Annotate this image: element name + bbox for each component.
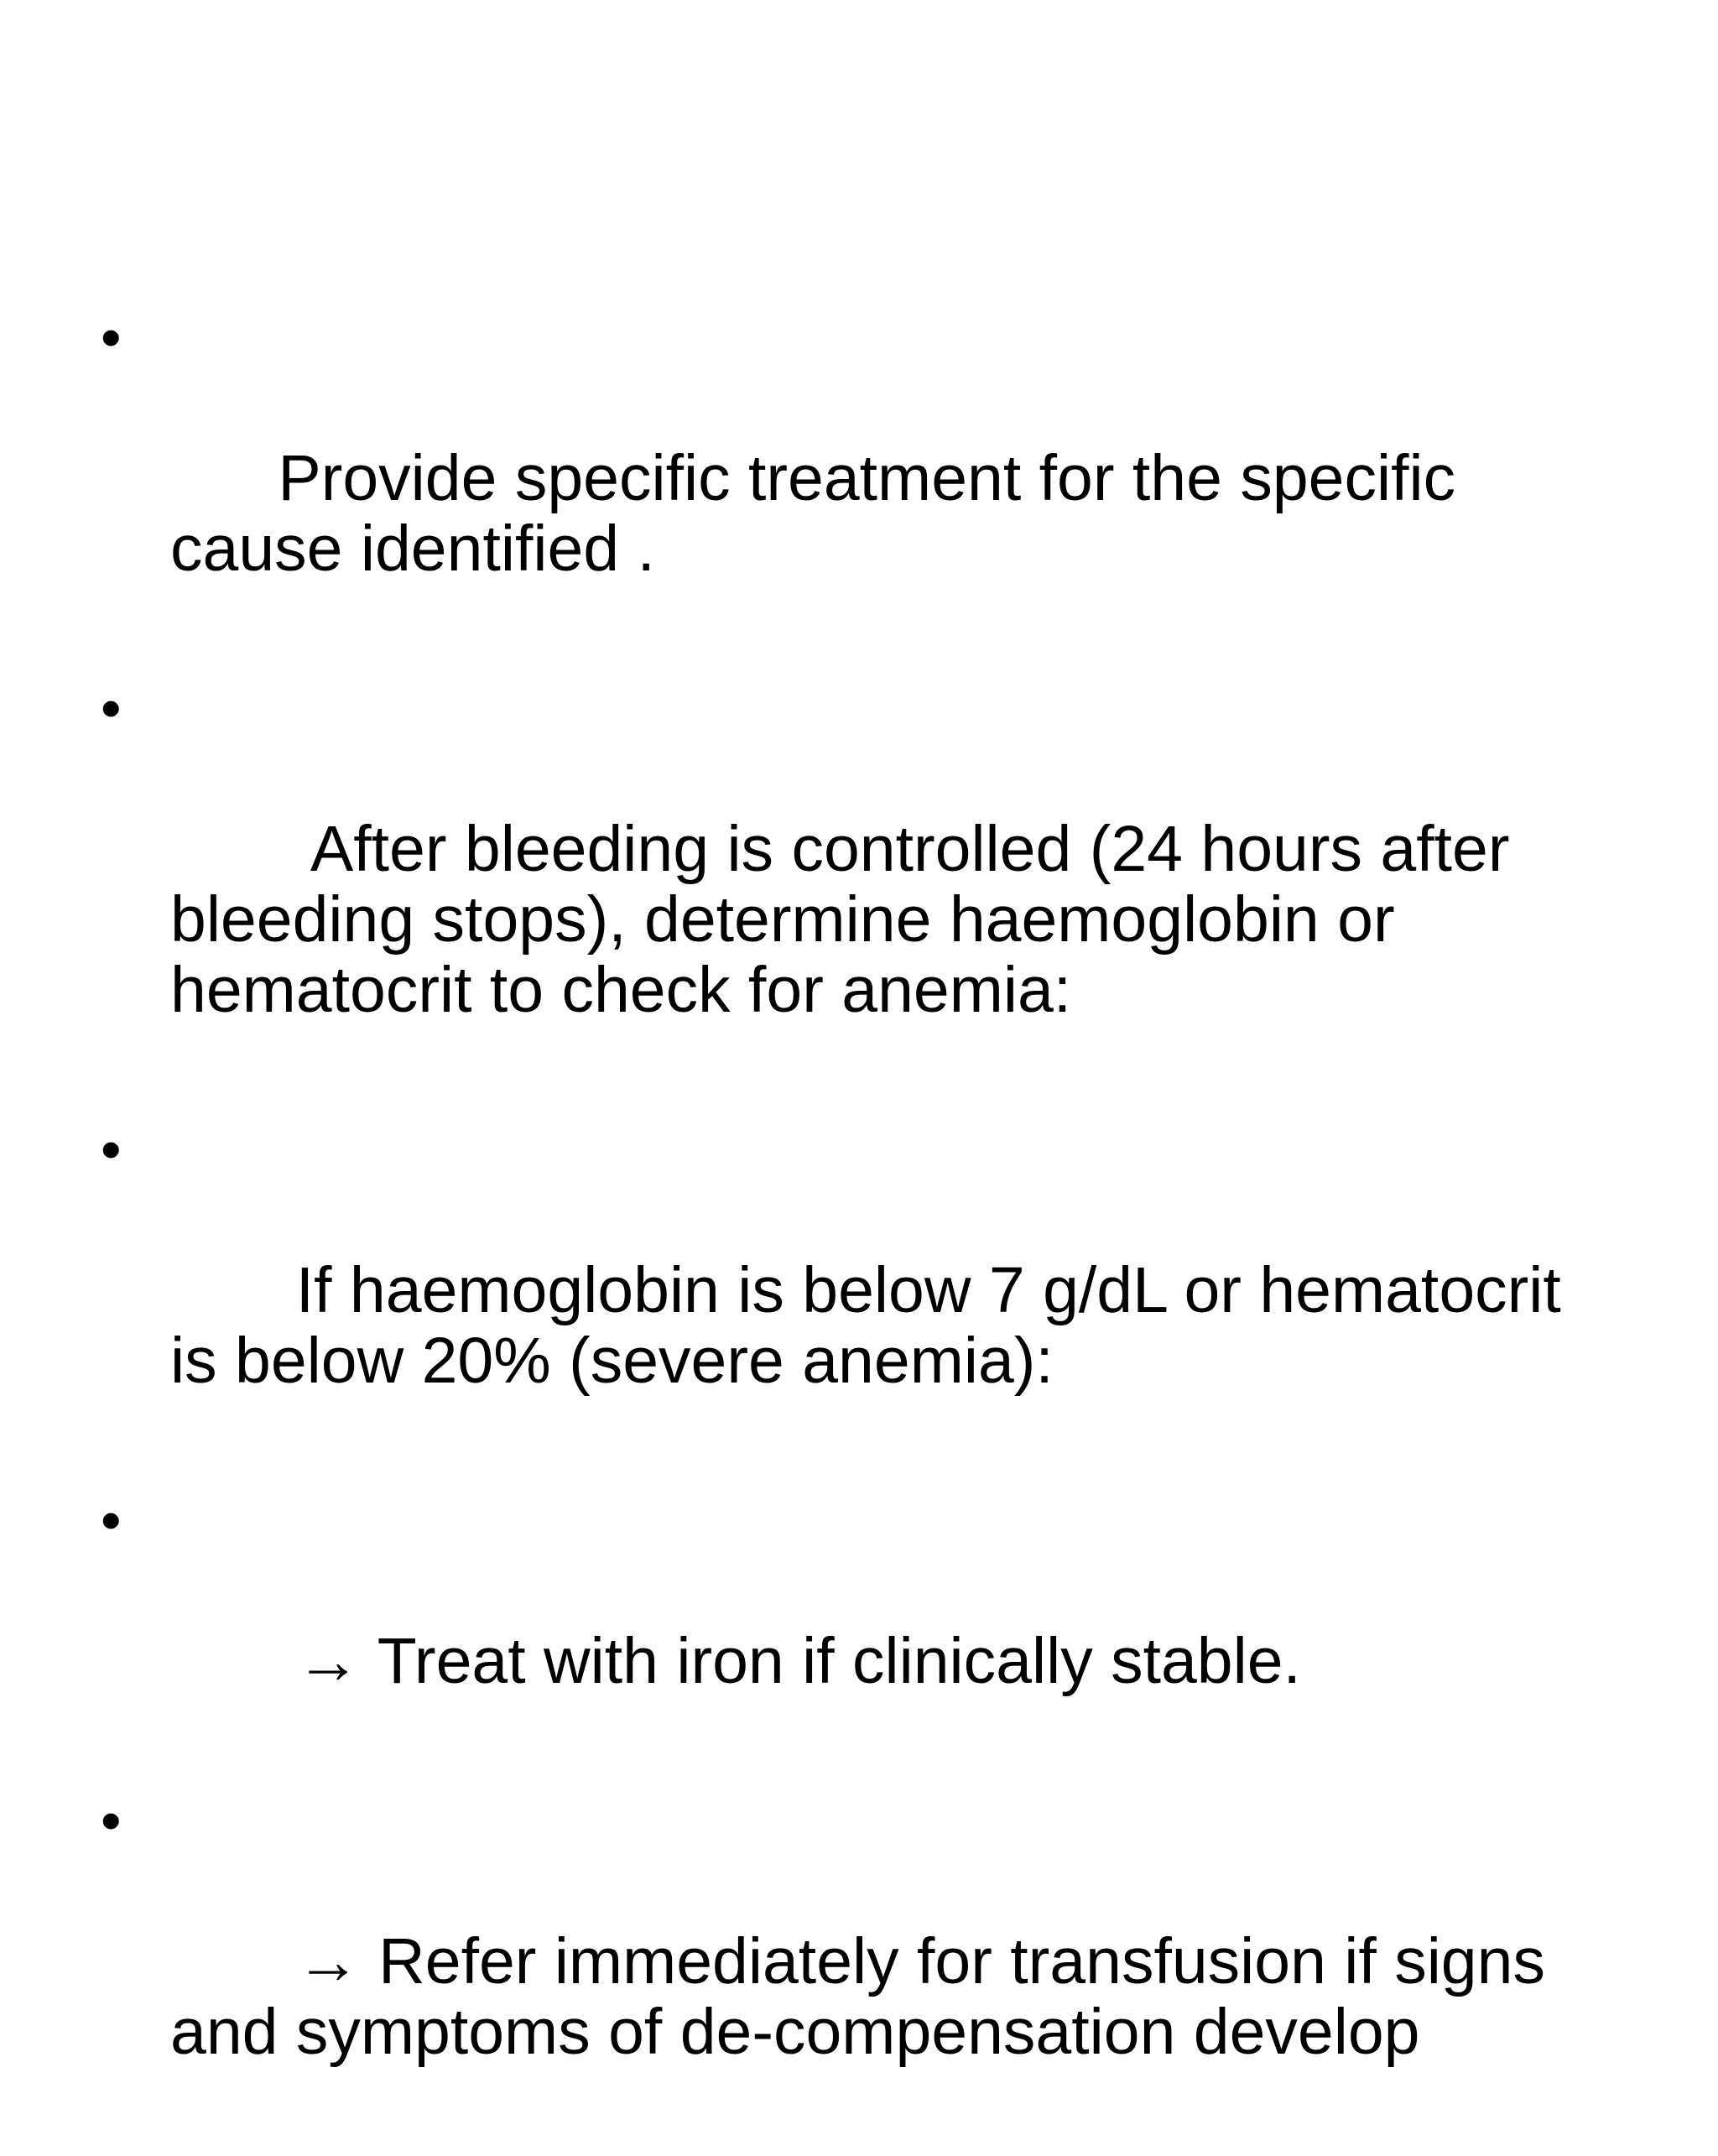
bullet-text: If haemoglobin is below 7 g/dL or hematocrit is below 20% (severe anemia):: [170, 1254, 1580, 1397]
bullet-icon: •: [101, 1788, 122, 1853]
bullet-text: After bleeding is controlled (24 hours after bleeding stops), determine haemoglobin or hematocrit to check for anemia:: [170, 813, 1528, 1026]
bullet-item-check-anemia: [101, 673, 1611, 1096]
bullet-list: [101, 302, 1611, 2156]
bullet-item-severe-anemia: [101, 1114, 1611, 1466]
bullet-item-treat-iron: [101, 1485, 1611, 1767]
bullet-icon: •: [101, 1487, 122, 1553]
bullet-item-treatment: [101, 302, 1611, 654]
bullet-text: → Refer immediately for transfusion if signs and symptoms of de-compensation develop: [170, 1925, 1564, 2068]
bullet-icon: •: [101, 1117, 122, 1182]
bullet-item-refer-transfusion: [101, 1785, 1611, 2138]
bullet-text: Provide specific treatment for the specific cause identified .: [170, 442, 1474, 585]
bullet-text: → Treat with iron if clinically stable.: [278, 1625, 1301, 1697]
bullet-icon: •: [101, 675, 122, 741]
bullet-icon: •: [101, 305, 122, 370]
